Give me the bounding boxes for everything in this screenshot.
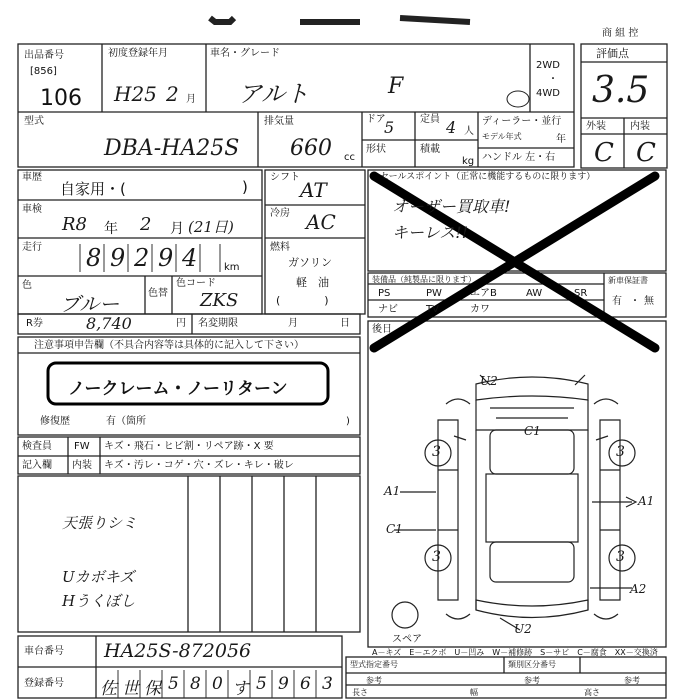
plate-char-11: 3	[322, 674, 333, 694]
fuel-light-oil: 軽 油	[296, 276, 329, 289]
recycle-label: R券	[26, 318, 43, 329]
inspection-day: (21日)	[188, 218, 234, 236]
memo-3: Hうくぼし	[62, 592, 136, 610]
equipment-title: 装備品（純製品に限ります）	[372, 275, 476, 284]
equipment-navi: ナビ	[378, 304, 398, 315]
equipment-aw: AW	[526, 288, 543, 299]
doors-label: ドア	[366, 114, 386, 125]
sales-point-2: キーレス!!	[392, 223, 469, 242]
mileage-digit-4: 2	[134, 244, 150, 272]
mark-a2-right: A2	[630, 582, 647, 596]
evaluation-score: 3.5	[592, 70, 650, 111]
warranty-yes: 有	[612, 296, 622, 307]
exterior-grade: C	[594, 138, 614, 168]
rear-label: 後日	[372, 324, 392, 335]
car-diagram	[392, 375, 636, 630]
type-number-ref: 参考	[366, 676, 382, 685]
recycle-value: 8,740	[86, 314, 132, 333]
displacement-unit: cc	[344, 152, 355, 163]
history-close: )	[242, 178, 248, 196]
class-number-label: 類別区分番号	[508, 660, 556, 669]
aircon-label: 冷房	[270, 208, 290, 219]
dealer-label: ディーラー・並行	[482, 116, 562, 127]
doors-value: 5	[384, 118, 395, 137]
fuel-other: ( )	[276, 294, 329, 307]
capacity-unit: 人	[464, 126, 474, 137]
history-value: 自家用・(	[60, 180, 126, 198]
model-year-unit: 年	[556, 134, 566, 145]
plate-char-9: 9	[278, 674, 289, 694]
mosaic-label: 商 組 控	[602, 28, 639, 39]
chassis-label: 車台番号	[24, 646, 64, 657]
drive-4wd: 4WD	[536, 88, 560, 99]
exterior-label: 外装	[586, 121, 606, 132]
equipment-leather: カワ	[470, 304, 490, 315]
tire-fl: 3	[432, 444, 441, 460]
fw-items: キズ・飛石・ヒビ割・リペア跡・X 要	[104, 441, 274, 452]
damage-legend: A－キズ E－エクボ U－凹み W－補修跡 S－サビ C－腐食 XX－交換済	[372, 648, 658, 657]
capacity-value: 4	[446, 118, 457, 137]
equipment-airbag: エアB	[470, 288, 497, 299]
spare-label: スペア	[392, 634, 422, 645]
plate-char-3: 保	[144, 679, 161, 699]
load-unit: kg	[462, 156, 475, 167]
tire-rl: 3	[432, 549, 441, 565]
plate-char-6: 0	[212, 674, 223, 694]
displacement-value: 660	[290, 136, 332, 161]
mileage-label: 走行	[22, 242, 42, 253]
interior-check-label: 内装	[72, 460, 92, 471]
model-year-label: モデル年式	[482, 132, 522, 141]
mileage-digit-6: 4	[182, 244, 198, 272]
lot-label: 出品番号	[24, 50, 64, 61]
tire-rr: 3	[616, 549, 625, 565]
mileage-digit-2: 8	[86, 244, 102, 272]
notes-label: 注意事項申告欄（不具合内容等は具体的に記入して下さい）	[34, 340, 304, 351]
registration-label: 初度登録年月	[108, 48, 168, 59]
color-value: ブルー	[60, 292, 120, 316]
equipment-tv: TV	[426, 304, 439, 315]
evaluation-label: 評価点	[596, 47, 629, 60]
model-label: 車名・グレード	[210, 48, 280, 59]
length-label: 長さ	[352, 688, 368, 697]
mark-c1-bonnet: C1	[524, 424, 541, 438]
mark-u2-front: U2	[480, 374, 498, 388]
repair-label: 修復歴	[40, 416, 70, 427]
memo-1: 天張りシミ	[62, 514, 138, 532]
interior-items: キズ・汚レ・コゲ・穴・ズレ・キレ・破レ	[104, 460, 294, 471]
memo-2: Uカボキズ	[62, 568, 135, 586]
plate-char-4: 5	[168, 674, 179, 694]
plate-char-5: 8	[190, 674, 201, 694]
color-code-label: 色コード	[176, 278, 216, 289]
inspection-label: 車検	[22, 204, 42, 215]
type-number-label: 型式指定番号	[350, 660, 398, 669]
header-fragment	[210, 18, 470, 22]
entry-label: 記入欄	[22, 460, 52, 471]
recycle-unit: 円	[176, 318, 186, 329]
color-code: ZKS	[200, 290, 239, 311]
plate-char-2: 世	[122, 679, 139, 699]
sales-points-title: セールスポイント（正常に機能するものに限ります）	[380, 172, 596, 182]
drive-dot: ・	[548, 74, 558, 85]
handle-label: ハンドル 左・右	[482, 152, 556, 163]
registration-month-unit: 月	[186, 94, 196, 105]
no-claim-text: ノークレーム・ノーリターン	[68, 379, 288, 399]
inspection-year-unit: 年	[104, 221, 118, 237]
plate-char-8: 5	[256, 674, 267, 694]
sales-point-1: オーザー買取車!	[392, 197, 511, 216]
shift-label: シフト	[270, 172, 300, 183]
tire-fr: 3	[616, 444, 625, 460]
lot-number: 106	[40, 86, 82, 111]
shift-value: AT	[300, 178, 327, 202]
mark-c1-left: C1	[386, 522, 403, 536]
shape-label: 形状	[366, 144, 386, 155]
inspection-era: R8	[62, 214, 88, 235]
mark-a1-right: A1	[638, 494, 655, 508]
model-name: アルト	[238, 80, 310, 108]
drive-2wd: 2WD	[536, 60, 560, 71]
chassis-number: HA25S-872056	[104, 640, 252, 662]
size-ref: 参考	[624, 676, 640, 685]
plate-char-7: す	[232, 679, 249, 699]
type-label: 型式	[24, 116, 44, 127]
deadline-label: 名変期限	[198, 318, 238, 329]
load-label: 積載	[420, 144, 440, 155]
registration-month: 2	[166, 82, 179, 106]
color-change-label: 色替	[148, 288, 168, 299]
equipment-sr: SR	[574, 288, 588, 299]
interior-grade: C	[636, 138, 656, 168]
class-number-ref: 参考	[524, 676, 540, 685]
height-label: 高さ	[584, 688, 600, 697]
fuel-label: 燃料	[270, 242, 290, 253]
mark-u2-rear: U2	[514, 622, 532, 636]
inspection-month-unit: 月	[170, 221, 184, 237]
fw-label: FW	[74, 441, 90, 452]
repair-close: )	[346, 416, 350, 427]
color-label: 色	[22, 280, 32, 291]
registration-year: H25	[114, 82, 157, 106]
mileage-unit: km	[224, 262, 240, 273]
history-label: 車歴	[22, 172, 42, 183]
warranty-no: 無	[644, 296, 654, 307]
type-value: DBA-HA25S	[104, 136, 240, 161]
mileage-digit-5: 9	[158, 244, 174, 272]
width-label: 幅	[470, 688, 478, 697]
capacity-label: 定員	[420, 114, 440, 125]
equipment-pw: PW	[426, 288, 442, 299]
repair-yes: 有（箇所	[106, 416, 146, 427]
fuel-gas: ガソリン	[288, 256, 332, 269]
interior-label: 内装	[630, 121, 650, 132]
inspector-label: 検査員	[22, 441, 52, 452]
lot-code: [856]	[30, 66, 57, 77]
model-grade: F	[388, 74, 404, 99]
warranty-sep: ・	[630, 296, 640, 307]
aircon-value: AC	[306, 210, 336, 234]
deadline-month: 月	[288, 318, 298, 329]
plate-label: 登録番号	[24, 678, 64, 689]
mark-a1-left: A1	[384, 484, 401, 498]
displacement-label: 排気量	[264, 116, 294, 127]
plate-char-10: 6	[300, 674, 311, 694]
deadline-day: 日	[340, 318, 350, 329]
inspection-month: 2	[140, 214, 152, 235]
warranty-label: 新車保証書	[608, 276, 648, 285]
mileage-digit-3: 9	[110, 244, 126, 272]
equipment-ps: PS	[378, 288, 391, 299]
plate-char-1: 佐	[100, 679, 117, 699]
